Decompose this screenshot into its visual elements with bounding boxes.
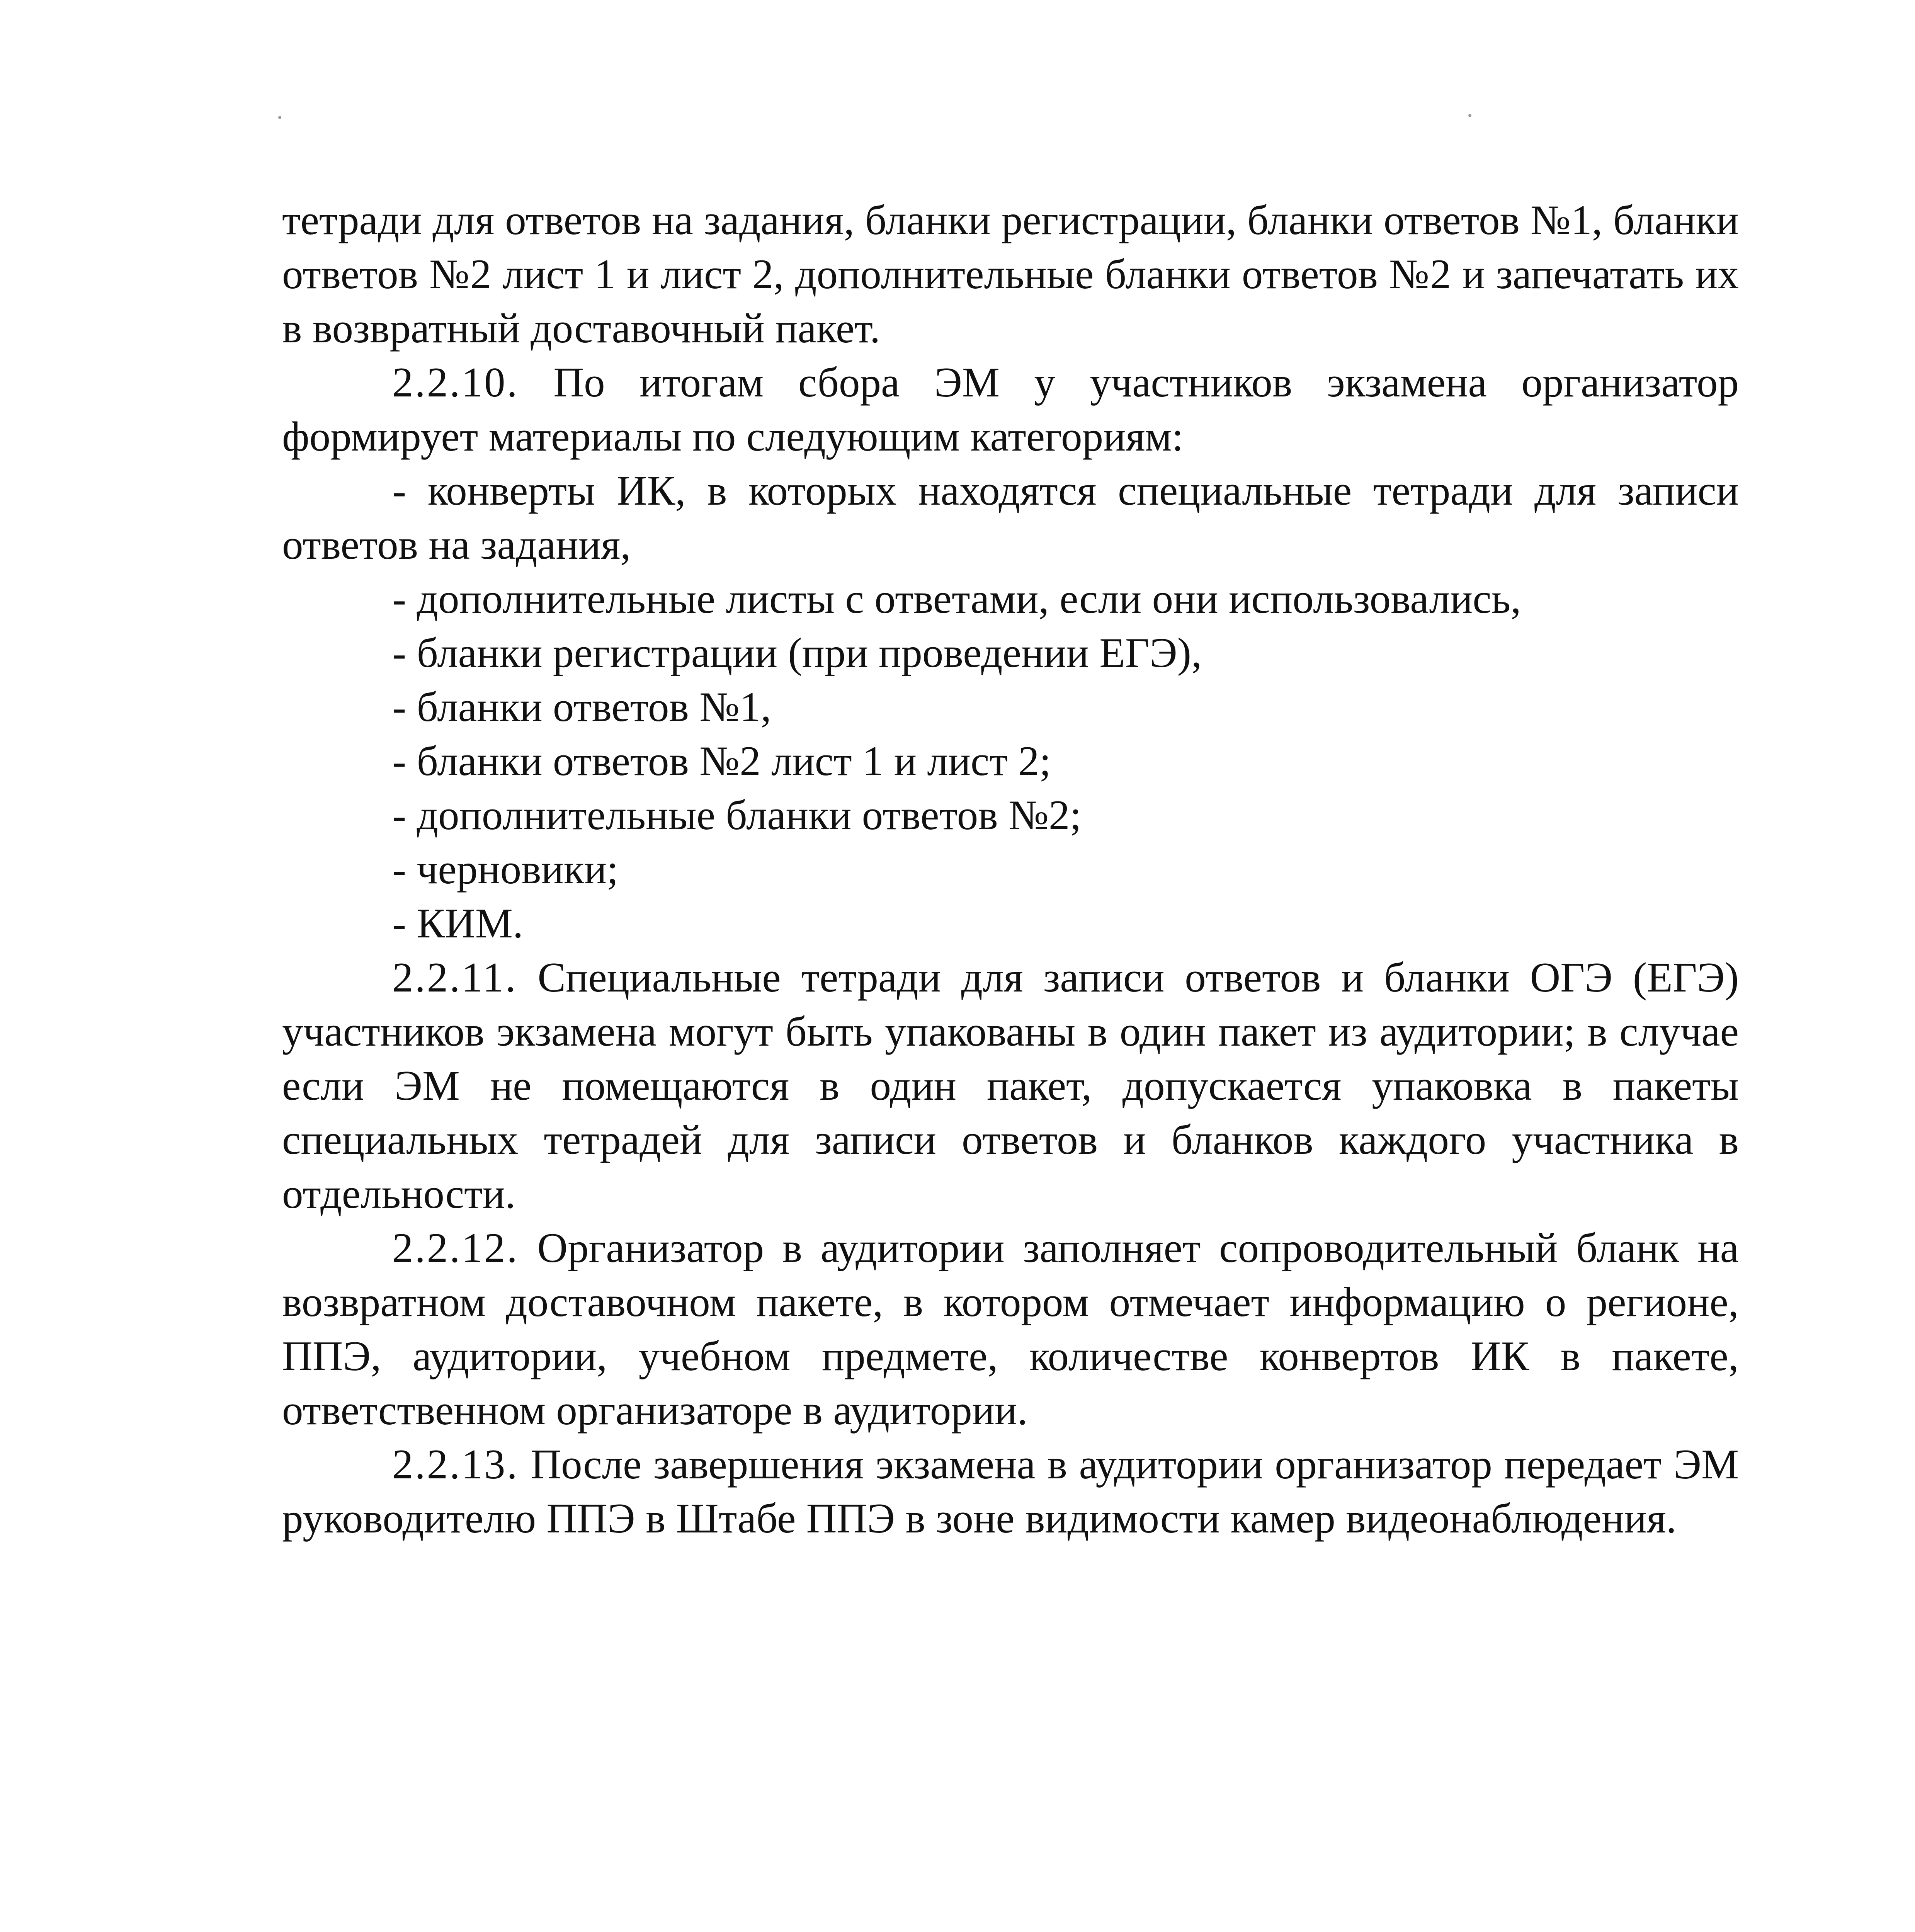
scan-speck (1468, 114, 1471, 117)
paragraph-2-2-11 (282, 951, 1739, 1221)
paragraph-number: 2.2.12. (392, 1225, 519, 1271)
paragraph-2-2-10 (282, 355, 1739, 464)
paragraph-text: Специальные тетради для записи ответов и бланки ОГЭ (ЕГЭ) участников экзамена могут быть упакованы в один пакет из аудитории; в случае если ЭМ не помещаются в один пакет, допускается упаковка в пакеты специальных тетрадей для записи ответов и бланков каждого участника в отдельности. (282, 954, 1739, 1217)
paragraph-text: После завершения экзамена в аудитории организатор передает ЭМ руководителю ППЭ в Штабе ППЭ в зоне видимости камер видеонаблюдения. (282, 1441, 1739, 1542)
list-item: - бланки ответов №1, (392, 684, 771, 730)
document-body (282, 193, 1739, 1546)
list-item: - бланки ответов №2 лист 1 и лист 2; (392, 738, 1051, 784)
list-item: - конверты ИК, в которых находятся специальные тетради для записи ответов на задания, (282, 467, 1739, 568)
list-item: - дополнительные листы с ответами, если они использовались, (392, 575, 1521, 622)
paragraph-number: 2.2.11. (392, 954, 517, 1001)
paragraph-2-2-13 (282, 1437, 1739, 1546)
paragraph-text: По итогам сбора ЭМ у участников экзамена организатор формирует материалы по следующим категориям: (282, 359, 1739, 460)
list-item: - КИМ. (392, 900, 524, 947)
list-item: - черновики; (392, 846, 619, 893)
list-item: - дополнительные бланки ответов №2; (392, 792, 1082, 838)
paragraph-number: 2.2.10. (392, 359, 519, 406)
paragraph-number: 2.2.13. (392, 1441, 519, 1488)
paragraph-intro: тетради для ответов на задания, бланки регистрации, бланки ответов №1, бланки ответов №2 лист 1 и лист 2, дополнительные бланки ответов №2 и запечатать их в возвратный доставочный пакет. (282, 197, 1739, 352)
scan-speck (278, 116, 281, 119)
paragraph-2-2-12 (282, 1221, 1739, 1437)
paragraph-text: Организатор в аудитории заполняет сопроводительный бланк на возвратном доставочном пакете, в котором отмечает информацию о регионе, ППЭ, аудитории, учебном предмете, количестве конвертов ИК в пакете, ответственном организаторе в аудитории. (282, 1225, 1739, 1434)
list-item: - бланки регистрации (при проведении ЕГЭ), (392, 629, 1202, 676)
